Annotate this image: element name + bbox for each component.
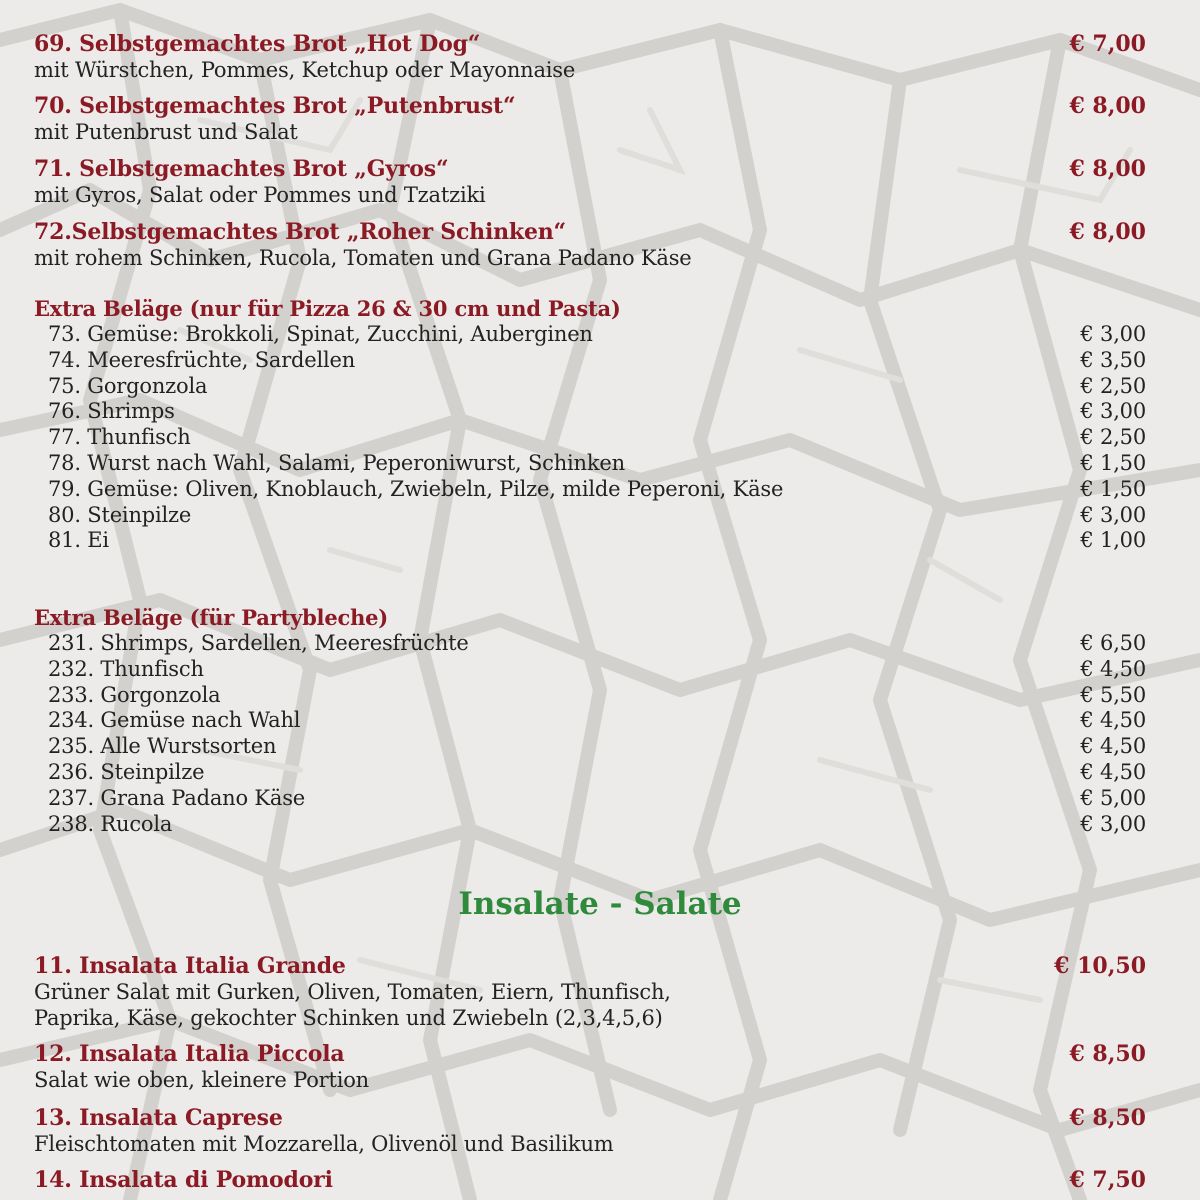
item-price: € 2,50	[1080, 373, 1146, 398]
item-title: 69. Selbstgemachtes Brot „Hot Dog“	[34, 31, 481, 57]
extras-pizza-title: Extra Beläge (nur für Pizza 26 & 30 cm und Pasta)	[34, 296, 621, 321]
list-item	[48, 399, 1146, 425]
list-item	[48, 786, 1146, 812]
item-price: € 1,50	[1080, 450, 1146, 475]
item-price: € 3,00	[1080, 502, 1146, 527]
item-label: 231. Shrimps, Sardellen, Meeresfrüchte	[48, 631, 469, 655]
item-price: € 8,00	[1069, 93, 1146, 119]
item-label: 74. Meeresfrüchte, Sardellen	[48, 347, 356, 372]
item-label: 73. Gemüse: Brokkoli, Spinat, Zucchini, Auberginen	[48, 322, 593, 346]
menu-item-13	[34, 1105, 1146, 1157]
item-price: € 8,00	[1069, 156, 1146, 182]
item-description: mit Würstchen, Pommes, Ketchup oder Mayonnaise	[34, 58, 576, 82]
menu-item-71	[34, 156, 1146, 208]
list-item	[48, 425, 1146, 451]
extras-party-list	[48, 631, 1146, 837]
item-title: 71. Selbstgemachtes Brot „Gyros“	[34, 156, 449, 182]
list-item	[48, 734, 1146, 760]
item-price: € 3,00	[1080, 811, 1146, 836]
list-item	[48, 477, 1146, 503]
item-price: € 5,00	[1080, 785, 1146, 810]
menu-item-14	[34, 1167, 1146, 1193]
item-price: € 3,00	[1080, 322, 1146, 346]
menu-item-69	[34, 31, 1146, 83]
list-item	[48, 683, 1146, 709]
item-description: mit Gyros, Salat oder Pommes und Tzatziki	[34, 183, 486, 207]
item-price: € 8,00	[1069, 219, 1146, 245]
item-label: 233. Gorgonzola	[48, 682, 221, 707]
list-item	[48, 503, 1146, 529]
menu-item-72	[34, 219, 1146, 271]
item-description: mit Putenbrust und Salat	[34, 120, 298, 144]
item-price: € 7,00	[1069, 31, 1146, 57]
item-label: 77. Thunfisch	[48, 425, 191, 450]
list-item	[48, 374, 1146, 400]
item-description: Salat wie oben, kleinere Portion	[34, 1068, 370, 1092]
item-title: 14. Insalata di Pomodori	[34, 1167, 333, 1193]
menu-item-11	[34, 953, 1146, 1031]
item-label: 235. Alle Wurstsorten	[48, 734, 277, 759]
item-title: 11. Insalata Italia Grande	[34, 953, 346, 979]
item-price: € 2,50	[1080, 425, 1146, 450]
item-description: Fleischtomaten mit Mozzarella, Olivenöl und Basilikum	[34, 1132, 614, 1156]
item-price: € 4,50	[1080, 656, 1146, 681]
item-price: € 10,50	[1054, 953, 1146, 979]
list-item	[48, 812, 1146, 838]
item-price: € 1,00	[1080, 528, 1146, 553]
list-item	[48, 657, 1146, 683]
item-label: 76. Shrimps	[48, 399, 175, 424]
item-price: € 3,50	[1080, 347, 1146, 372]
menu-item-12	[34, 1041, 1146, 1093]
item-label: 75. Gorgonzola	[48, 373, 208, 398]
item-price: € 1,50	[1080, 476, 1146, 501]
item-label: 234. Gemüse nach Wahl	[48, 708, 301, 733]
item-price: € 6,50	[1080, 631, 1146, 655]
extras-pizza-list	[48, 322, 1146, 554]
item-title: 70. Selbstgemachtes Brot „Putenbrust“	[34, 93, 516, 119]
item-label: 81. Ei	[48, 528, 109, 553]
item-title: 72.Selbstgemachtes Brot „Roher Schinken“	[34, 219, 567, 245]
list-item	[48, 528, 1146, 554]
item-price: € 4,50	[1080, 708, 1146, 733]
list-item	[48, 348, 1146, 374]
list-item	[48, 708, 1146, 734]
item-label: 238. Rucola	[48, 811, 173, 836]
item-title: 12. Insalata Italia Piccola	[34, 1041, 345, 1067]
item-price: € 7,50	[1069, 1167, 1146, 1193]
list-item	[48, 760, 1146, 786]
item-price: € 4,50	[1080, 734, 1146, 759]
item-label: 79. Gemüse: Oliven, Knoblauch, Zwiebeln, Pilze, milde Peperoni, Käse	[48, 476, 784, 501]
salads-heading: Insalate - Salate	[458, 886, 742, 922]
item-label: 236. Steinpilze	[48, 759, 205, 784]
item-label: 80. Steinpilze	[48, 502, 192, 527]
item-price: € 5,50	[1080, 682, 1146, 707]
list-item	[48, 322, 1146, 348]
item-description: Grüner Salat mit Gurken, Oliven, Tomaten, Eiern, Thunfisch,	[34, 980, 671, 1004]
list-item	[48, 451, 1146, 477]
item-label: 232. Thunfisch	[48, 656, 204, 681]
item-label: 78. Wurst nach Wahl, Salami, Peperoniwurst, Schinken	[48, 450, 625, 475]
item-price: € 3,00	[1080, 399, 1146, 424]
item-price: € 4,50	[1080, 759, 1146, 784]
extras-party-title: Extra Beläge (für Partybleche)	[34, 605, 389, 630]
item-price: € 8,50	[1069, 1105, 1146, 1131]
item-price: € 8,50	[1069, 1041, 1146, 1067]
item-label: 237. Grana Padano Käse	[48, 785, 306, 810]
item-title: 13. Insalata Caprese	[34, 1105, 283, 1131]
list-item	[48, 631, 1146, 657]
item-description: Paprika, Käse, gekochter Schinken und Zwiebeln (2,3,4,5,6)	[34, 1006, 663, 1030]
item-description: mit rohem Schinken, Rucola, Tomaten und Grana Padano Käse	[34, 246, 692, 270]
menu-item-70	[34, 93, 1146, 145]
